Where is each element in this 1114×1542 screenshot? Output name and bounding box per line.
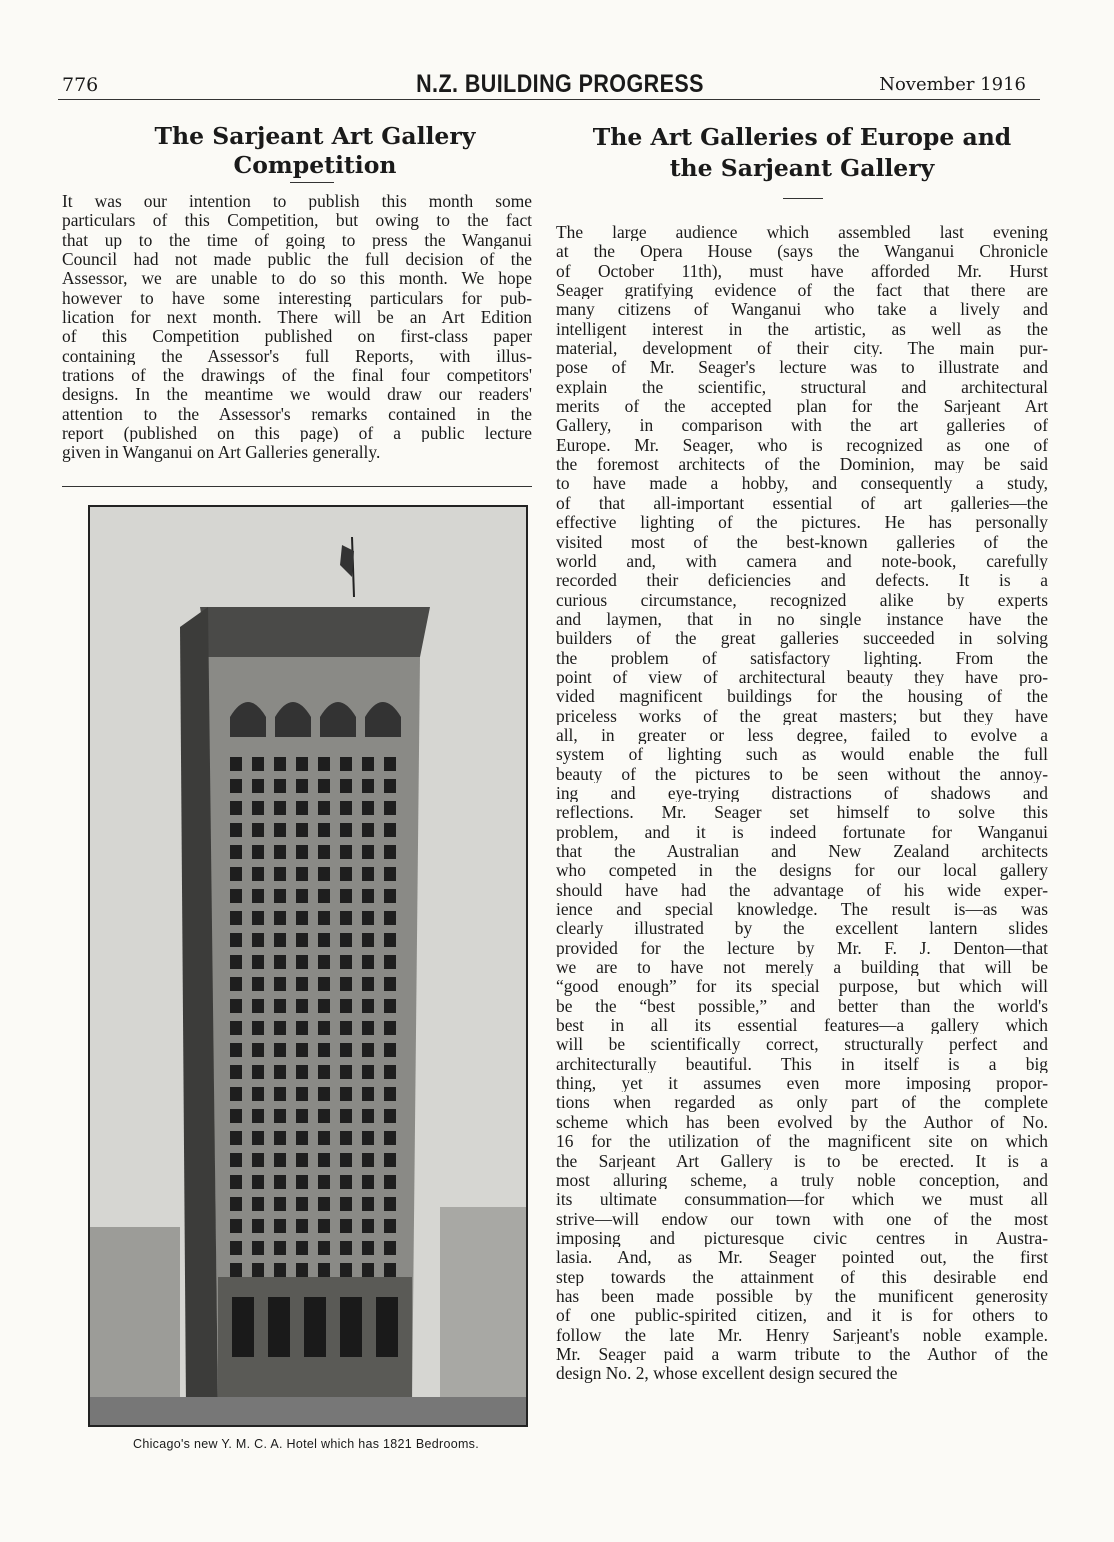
window [296,1065,308,1079]
window [362,1219,374,1233]
window [318,1175,330,1189]
window [274,1197,286,1211]
window [384,1109,396,1123]
text-line: lication for next month. There will be an Art Edition [62,307,532,327]
window [384,955,396,969]
text-line: curious circumstance, recognized alike by experts [556,589,1048,609]
publication-title: N.Z. BUILDING PROGRESS [416,70,704,98]
left-title-line: Competition [233,151,397,179]
window [362,999,374,1013]
window [340,1175,352,1189]
text-line: intelligent interest in the artistic, as well as the [556,318,1048,339]
window [296,1131,308,1145]
window [362,1109,374,1123]
window [318,911,330,925]
window [230,1131,242,1145]
window [274,999,286,1013]
window [252,1153,264,1167]
window [274,1263,286,1277]
window [318,1065,330,1079]
storefront-window [304,1297,326,1357]
window [296,1153,308,1167]
window [230,999,242,1013]
window [340,889,352,903]
window [274,1131,286,1145]
window [340,845,352,859]
text-line: step towards the attainment of this desirable end [556,1266,1048,1286]
text-line: ience and special knowledge. The result is—as was [556,899,1048,919]
window [384,845,396,859]
window [274,1153,286,1167]
text-line: priceless works of the great masters; but they have [556,705,1048,725]
text-line: of that all-important essential of art galleries—the [556,492,1048,513]
window [384,779,396,793]
window [384,801,396,815]
right-title-line: The Art Galleries of Europe and [592,123,1012,151]
window [252,1219,264,1233]
window [230,757,242,771]
window [340,757,352,771]
window [384,823,396,837]
window [252,1109,264,1123]
window [252,1263,264,1277]
window [384,1153,396,1167]
text-line: be the “best possible,” and better than the world's [556,995,1048,1016]
window [340,867,352,881]
window [318,977,330,991]
window [384,1043,396,1057]
text-line: of this Competition published on first-class paper [62,326,532,346]
storefront-window [268,1297,290,1357]
window [362,1241,374,1255]
window [296,1043,308,1057]
window [384,1175,396,1189]
window [274,1065,286,1079]
window [384,1241,396,1255]
window [296,1219,308,1233]
window [252,889,264,903]
window [274,889,286,903]
window [274,1021,286,1035]
window [362,757,374,771]
window [274,955,286,969]
window [230,1043,242,1057]
window [230,823,242,837]
window [230,911,242,925]
issue-date: November 1916 [879,74,1026,95]
window [340,1065,352,1079]
window [340,933,352,947]
window [318,867,330,881]
window [252,999,264,1013]
text-line: at the Opera House (says the Wanganui Chronicle [556,241,1048,261]
text-line: material, development of their city. The main pur- [556,338,1048,358]
window [296,1263,308,1277]
window [230,1065,242,1079]
window [362,1131,374,1145]
right-article-body [556,222,1048,1383]
text-line: architecturally beautiful. This in itself is a big [556,1053,1048,1074]
text-line: most alluring scheme, a truly noble conception, and [556,1169,1048,1190]
window [274,845,286,859]
building-photo [88,505,528,1427]
text-line: merits of the accepted plan for the Sarjeant Art [556,396,1048,416]
window [384,933,396,947]
window [362,823,374,837]
window [230,977,242,991]
window [340,801,352,815]
window [296,801,308,815]
window [252,867,264,881]
window [340,999,352,1013]
window [318,1241,330,1255]
window [230,801,242,815]
window [296,911,308,925]
window [318,779,330,793]
window [230,867,242,881]
text-line: designs. In the meantime we would draw our readers' [62,384,532,404]
left-title-line: The Sarjeant Art Gallery [154,122,476,150]
text-line: that up to the time of going to press the Wanganui [62,229,532,250]
window [340,1131,352,1145]
window [252,977,264,991]
window [362,801,374,815]
window [318,955,330,969]
text-line: trations of the drawings of the final four competitors' [62,365,532,385]
window [252,823,264,837]
window [340,911,352,925]
window [362,1087,374,1101]
text-line: will be scientifically correct, structurally perfect and [556,1034,1048,1054]
text-line: of one public-spirited citizen, and it is for others to [556,1305,1048,1325]
text-line: to have made a hobby, and consequently a study, [556,473,1048,493]
window [252,1197,264,1211]
text-line: the problem of satisfactory lighting. From the [556,647,1048,667]
window [340,1021,352,1035]
window [230,1087,242,1101]
window [362,1175,374,1189]
text-line: problem, and it is indeed fortunate for Wanganui [556,821,1048,841]
window [340,823,352,837]
window [362,1043,374,1057]
window [296,1087,308,1101]
window [252,955,264,969]
window [384,1263,396,1277]
window [230,1241,242,1255]
window [252,1043,264,1057]
window [274,911,286,925]
window [318,757,330,771]
text-line: the foremost architects of the Dominion, may be said [556,454,1048,474]
window [230,1153,242,1167]
text-line: strive—will endow our town with one of the most [556,1208,1048,1228]
window [274,823,286,837]
window [274,867,286,881]
text-line: visited most of the best-known galleries of the [556,531,1048,551]
window [384,1087,396,1101]
left-article-body [62,191,532,462]
window [296,1241,308,1255]
window [340,977,352,991]
window [274,779,286,793]
window [274,1175,286,1189]
text-line: Gallery, in comparison with the art galleries of [556,415,1048,435]
window [274,801,286,815]
window [318,933,330,947]
window [384,1131,396,1145]
window [230,1263,242,1277]
window [274,1043,286,1057]
text-line: containing the Assessor's full Reports, with illus- [62,345,532,366]
storefront-window [340,1297,362,1357]
window [340,1043,352,1057]
window [230,933,242,947]
window [252,801,264,815]
window [362,1153,374,1167]
section-divider [62,486,532,487]
text-line: that the Australian and New Zealand architects [556,841,1048,861]
text-line: has been made possible by the munificent generosity [556,1285,1048,1306]
text-line: of October 11th), must have afforded Mr. Hurst [556,260,1048,281]
text-line: thing, yet it assumes even more imposing propor- [556,1073,1048,1093]
window [252,911,264,925]
text-line: best in all its essential features—a gallery which [556,1015,1048,1035]
window [362,867,374,881]
window [274,1087,286,1101]
cornice [200,607,430,657]
window [318,1219,330,1233]
window [362,889,374,903]
text-line: all, in greater or less degree, failed to evolve a [556,724,1048,745]
window [318,1043,330,1057]
text-line: It was our intention to publish this month some [62,191,532,211]
window [340,1197,352,1211]
text-line: The large audience which assembled last evening [556,222,1048,242]
right-title-line: the Sarjeant Gallery [669,154,935,182]
window [318,1153,330,1167]
window [318,889,330,903]
window [296,757,308,771]
window [362,955,374,969]
window [274,1219,286,1233]
window [318,845,330,859]
page-number: 776 [62,74,99,96]
text-line: 16 for the utilization of the magnificent site on which [556,1131,1048,1151]
text-line: we are to have not merely a building that will be [556,957,1048,977]
window [252,1175,264,1189]
window [252,1087,264,1101]
window [296,933,308,947]
text-line: beauty of the pictures to be seen without the annoy- [556,763,1048,783]
header-rule [58,99,1040,100]
window [362,1197,374,1211]
storefront-window [232,1297,254,1357]
left-article-title [100,122,530,180]
right-article-title [552,122,1052,184]
window [296,845,308,859]
window [384,757,396,771]
photo-caption: Chicago's new Y. M. C. A. Hotel which has 1821 Bedrooms. [133,1437,479,1451]
text-line: many citizens of Wanganui who take a lively and [556,299,1048,319]
window [252,779,264,793]
window [252,1065,264,1079]
window [230,1109,242,1123]
window [230,1197,242,1211]
window [362,1263,374,1277]
text-line: imposing and picturesque civic centres in Austra- [556,1227,1048,1248]
text-line: ing and eye-trying distractions of shadows and [556,782,1048,803]
text-line: clearly illustrated by the excellent lantern slides [556,918,1048,938]
window [230,1175,242,1189]
window [296,1175,308,1189]
window [384,1021,396,1035]
window [384,977,396,991]
window [362,845,374,859]
window [340,1263,352,1277]
window [384,1219,396,1233]
window [296,955,308,969]
text-line: however to have some interesting particulars for pub- [62,287,532,308]
text-line: Mr. Seager paid a warm tribute to the Author of the [556,1343,1048,1364]
window [384,867,396,881]
window [296,779,308,793]
text-line: world and, with camera and note-book, carefully [556,550,1048,571]
window [230,955,242,969]
text-line: point of view of architectural beauty they have pro- [556,666,1048,687]
text-line: should have had the advantage of his wide exper- [556,879,1048,900]
text-line: Assessor, we are unable to do so this month. We hope [62,268,532,288]
window [274,1109,286,1123]
text-line: lasia. And, as Mr. Seager pointed out, the first [556,1247,1048,1267]
window [318,999,330,1013]
window [318,1087,330,1101]
window [274,977,286,991]
window [362,779,374,793]
window [362,977,374,991]
text-line: explain the scientific, structural and architectural [556,376,1048,397]
window [318,823,330,837]
window [296,889,308,903]
window [230,845,242,859]
window [318,1263,330,1277]
text-line: “good enough” for its special purpose, but which will [556,976,1048,996]
window [318,1197,330,1211]
window [252,1021,264,1035]
neighbor-building-left [90,1227,180,1425]
text-line: Council had not made public the full decision of the [62,249,532,269]
text-line: Seager gratifying evidence of the fact that there are [556,280,1048,300]
text-line: scheme which has been evolved by the Author of No. [556,1111,1048,1132]
window [318,1109,330,1123]
text-line: Europe. Mr. Seager, who is recognized as one of [556,434,1048,455]
window [362,911,374,925]
window [230,889,242,903]
text-line: effective lighting of the pictures. He has personally [556,512,1048,532]
window [362,1065,374,1079]
text-line: design No. 2, whose excellent design secured the [556,1363,898,1383]
text-line: reflections. Mr. Seager set himself to solve this [556,802,1048,822]
text-line: follow the late Mr. Henry Sarjeant's noble example. [556,1324,1048,1344]
ymca-hotel-illustration [90,507,526,1425]
text-line: attention to the Assessor's remarks contained in the [62,403,532,424]
text-line: and laymen, that in no single instance have the [556,608,1048,629]
window [340,1109,352,1123]
window [296,1021,308,1035]
window [384,1065,396,1079]
window [296,1197,308,1211]
window [384,1197,396,1211]
window [384,889,396,903]
text-line: vided magnificent buildings for the housing of the [556,686,1048,706]
window [230,1021,242,1035]
window [274,757,286,771]
text-line: recorded their deficiencies and defects. It is a [556,570,1048,590]
window [252,1241,264,1255]
window [230,1219,242,1233]
text-line: who competed in the designs for our local gallery [556,860,1048,880]
storefront-window [376,1297,398,1357]
window [318,1021,330,1035]
window [340,955,352,969]
text-line: pose of Mr. Seager's lecture was to illustrate and [556,357,1048,377]
window [384,999,396,1013]
text-line: the Sarjeant Art Gallery is to be erected. It is a [556,1150,1048,1170]
window [252,1131,264,1145]
window [252,933,264,947]
window [274,1241,286,1255]
text-line: tions when regarded as only part of the complete [556,1092,1048,1112]
window [340,1153,352,1167]
window [296,1109,308,1123]
window [340,1241,352,1255]
text-line: report (published on this page) of a public lecture [62,423,532,443]
window [318,1131,330,1145]
text-line: given in Wanganui on Art Galleries generally. [62,442,381,462]
window [252,757,264,771]
window [384,911,396,925]
window [362,933,374,947]
text-line: particulars of this Competition, but owing to the fact [62,210,532,230]
window [296,867,308,881]
window [340,1087,352,1101]
left-title-rule [290,182,334,183]
neighbor-building-right [440,1207,526,1425]
window [296,977,308,991]
window [318,801,330,815]
text-line: system of lighting such as would enable the full [556,744,1048,764]
window [296,999,308,1013]
window [230,779,242,793]
text-line: its ultimate consummation—for which we must all [556,1189,1048,1209]
street [90,1397,526,1425]
text-line: builders of the great galleries succeeded in solving [556,628,1048,648]
text-line: provided for the lecture by Mr. F. J. Denton—that [556,937,1048,958]
window [274,933,286,947]
window [340,779,352,793]
window [252,845,264,859]
window [340,1219,352,1233]
window [362,1021,374,1035]
window [296,823,308,837]
right-title-rule [783,198,823,199]
